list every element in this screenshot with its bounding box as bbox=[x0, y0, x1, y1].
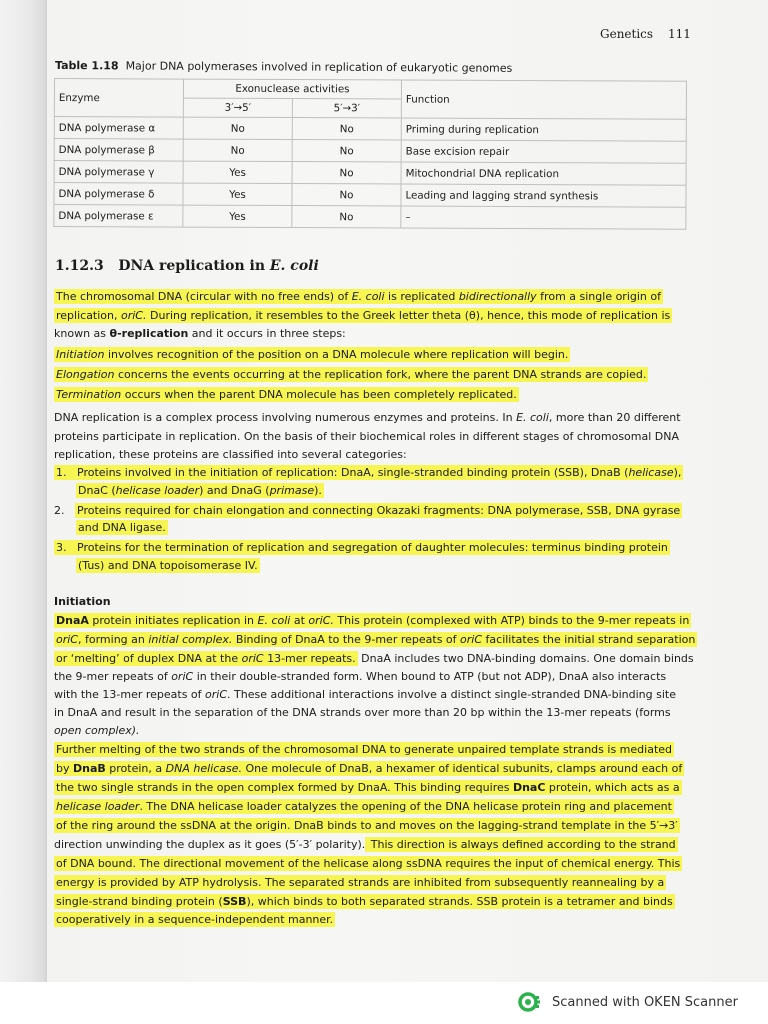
step-initiation: Initiation involves recognition of the position on a DNA molecule where replication will begin. bbox=[56, 348, 569, 361]
cell-exo-5-3: No bbox=[292, 140, 401, 162]
section-number: 1.12.3 bbox=[55, 258, 104, 274]
cell-exo-3-5: Yes bbox=[183, 205, 292, 227]
cell-function: – bbox=[401, 206, 686, 229]
initiation-p2-line-9: single-strand binding protein (SSB), which binds to both separated strands. SSB protein is a tetramer and binds bbox=[56, 895, 673, 908]
table-caption bbox=[55, 59, 512, 75]
cell-exo-5-3: No bbox=[292, 162, 401, 184]
intro-line-2: replication, oriC. During replication, it resembles to the Greek letter theta (θ), hence, this mode of replication is bbox=[56, 309, 671, 322]
initiation-p2-line-2: by DnaB protein, a DNA helicase. One molecule of DnaB, a hexamer of identical subunits, clamps around each of bbox=[56, 762, 683, 775]
cell-enzyme: DNA polymerase γ bbox=[54, 161, 183, 184]
table-row bbox=[54, 139, 686, 164]
table-row bbox=[54, 183, 686, 208]
category-1-line-2: DnaC (helicase loader) and DnaG (primase). bbox=[78, 484, 322, 497]
initiation-p2-line-1: Further melting of the two strands of the chromosomal DNA to generate unpaired template strands is mediated bbox=[56, 743, 673, 756]
intro-line-3: known as θ-replication and it occurs in three steps: bbox=[54, 327, 346, 340]
header-exonuclease: Exonuclease activities bbox=[183, 79, 401, 99]
cell-exo-3-5: No bbox=[183, 117, 292, 139]
cell-function: Priming during replication bbox=[401, 118, 686, 141]
initiation-p1-line-4: the 9-mer repeats of oriC in their double-stranded form. When bound to ATP (but not ADP), DnaA also interacts bbox=[54, 670, 667, 683]
scanner-watermark bbox=[518, 990, 738, 1014]
initiation-p1-line-2: oriC, forming an initial complex. Binding of DnaA to the 9-mer repeats of oriC facilitates the initial strand separation bbox=[56, 633, 696, 646]
cell-enzyme: DNA polymerase α bbox=[54, 117, 183, 140]
header-enzyme: Enzyme bbox=[54, 79, 183, 118]
header-exo-5-3: 5′→3′ bbox=[292, 99, 401, 118]
category-3-line-2: (Tus) and DNA topoisomerase IV. bbox=[78, 559, 258, 572]
book-spine-shadow bbox=[0, 0, 47, 982]
complex-line-3: replication, these proteins are classified into several categories: bbox=[54, 448, 407, 461]
initiation-p2-line-5: of the ring around the ssDNA at the origin. DnaB binds to and moves on the lagging-strand template in the 5′→3′ bbox=[56, 819, 678, 832]
cell-enzyme: DNA polymerase δ bbox=[54, 183, 183, 206]
cell-function: Base excision repair bbox=[401, 140, 686, 163]
header-exo-3-5: 3′→5′ bbox=[183, 98, 292, 117]
cell-exo-3-5: Yes bbox=[183, 183, 292, 205]
header-function: Function bbox=[401, 80, 686, 119]
section-title: DNA replication in bbox=[118, 258, 265, 274]
table-label: Table 1.18 bbox=[54, 59, 119, 73]
initiation-p1-line-7: open complex). bbox=[54, 724, 140, 737]
page-number: 111 bbox=[668, 27, 691, 41]
cell-exo-5-3: No bbox=[292, 184, 401, 206]
cell-exo-5-3: No bbox=[292, 206, 401, 228]
step-termination: Termination occurs when the parent DNA molecule has been completely replicated. bbox=[56, 388, 517, 401]
initiation-p2-line-7: of DNA bound. The directional movement of the helicase along ssDNA requires the input of chemical energy. This bbox=[56, 857, 681, 870]
initiation-p2-line-6: direction unwinding the duplex as it goes (5′-3′ polarity). This direction is always defined according to the strand bbox=[54, 838, 676, 851]
table-row bbox=[54, 161, 686, 186]
cell-enzyme: DNA polymerase β bbox=[54, 139, 183, 162]
initiation-p2-line-10: cooperatively in a sequence-independent manner. bbox=[56, 913, 334, 926]
section-heading bbox=[55, 258, 319, 274]
cell-function: Leading and lagging strand synthesis bbox=[401, 184, 686, 207]
polymerase-table bbox=[53, 78, 687, 230]
initiation-p1-line-6: in DnaA and result in the separation of the DNA strands over more than 20 bp within the 13-mer repeats (forms bbox=[54, 706, 671, 719]
scanner-watermark-text: Scanned with OKEN Scanner bbox=[552, 994, 738, 1010]
table-row bbox=[54, 117, 686, 142]
category-3-line-1: 3. Proteins for the termination of replication and segregation of daughter molecules: terminus binding protein bbox=[56, 541, 668, 554]
running-header-title: Genetics bbox=[600, 27, 654, 41]
step-elongation: Elongation concerns the events occurring at the replication fork, where the parent DNA strands are copied. bbox=[56, 368, 647, 381]
section-title-organism: E. coli bbox=[269, 258, 319, 274]
cell-enzyme: DNA polymerase ε bbox=[54, 205, 183, 228]
cell-exo-5-3: No bbox=[292, 118, 401, 140]
intro-line-1: The chromosomal DNA (circular with no free ends) of E. coli is replicated bidirectionally from a single origin of bbox=[56, 290, 661, 303]
initiation-heading: Initiation bbox=[54, 595, 111, 608]
cell-exo-3-5: Yes bbox=[183, 161, 292, 183]
initiation-p2-line-4: helicase loader. The DNA helicase loader catalyzes the opening of the DNA helicase protein ring and placement bbox=[56, 800, 672, 813]
category-2-line-1: 2. Proteins required for chain elongation and connecting Okazaki fragments: DNA polymerase, SSB, DNA gyrase bbox=[54, 504, 681, 517]
initiation-p1-line-3: or ‘melting’ of duplex DNA at the oriC 13-mer repeats. DnaA includes two DNA-binding domains. One domain binds bbox=[56, 652, 694, 665]
category-2-line-2: and DNA ligase. bbox=[78, 521, 166, 534]
initiation-p2-line-8: energy is provided by ATP hydrolysis. The separated strands are inhibited from subsequently reannealing by a bbox=[56, 876, 665, 889]
initiation-p2-line-3: the two single strands in the open complex formed by DnaA. This binding requires DnaC protein, which acts as a bbox=[56, 781, 680, 794]
table-caption-text: Major DNA polymerases involved in replication of eukaryotic genomes bbox=[125, 59, 513, 75]
oken-scanner-logo-icon bbox=[518, 990, 542, 1014]
cell-function: Mitochondrial DNA replication bbox=[401, 162, 686, 185]
cell-exo-3-5: No bbox=[183, 139, 292, 161]
complex-line-2: proteins participate in replication. On the basis of their biochemical roles in different stages of chromosomal DNA bbox=[54, 430, 680, 443]
complex-line-1: DNA replication is a complex process involving numerous enzymes and proteins. In E. coli, more than 20 different bbox=[54, 411, 681, 424]
table-row bbox=[54, 205, 686, 230]
initiation-p1-line-5: with the 13-mer repeats of oriC. These additional interactions involve a distinct single-stranded DNA-binding site bbox=[54, 688, 676, 701]
initiation-p1-line-1: DnaA protein initiates replication in E. coli at oriC. This protein (complexed with ATP) binds to the 9-mer repeats in bbox=[56, 614, 690, 627]
category-1-line-1: 1. Proteins involved in the initiation of replication: DnaA, single-stranded binding protein (SSB), DnaB (helicase), bbox=[56, 466, 682, 479]
